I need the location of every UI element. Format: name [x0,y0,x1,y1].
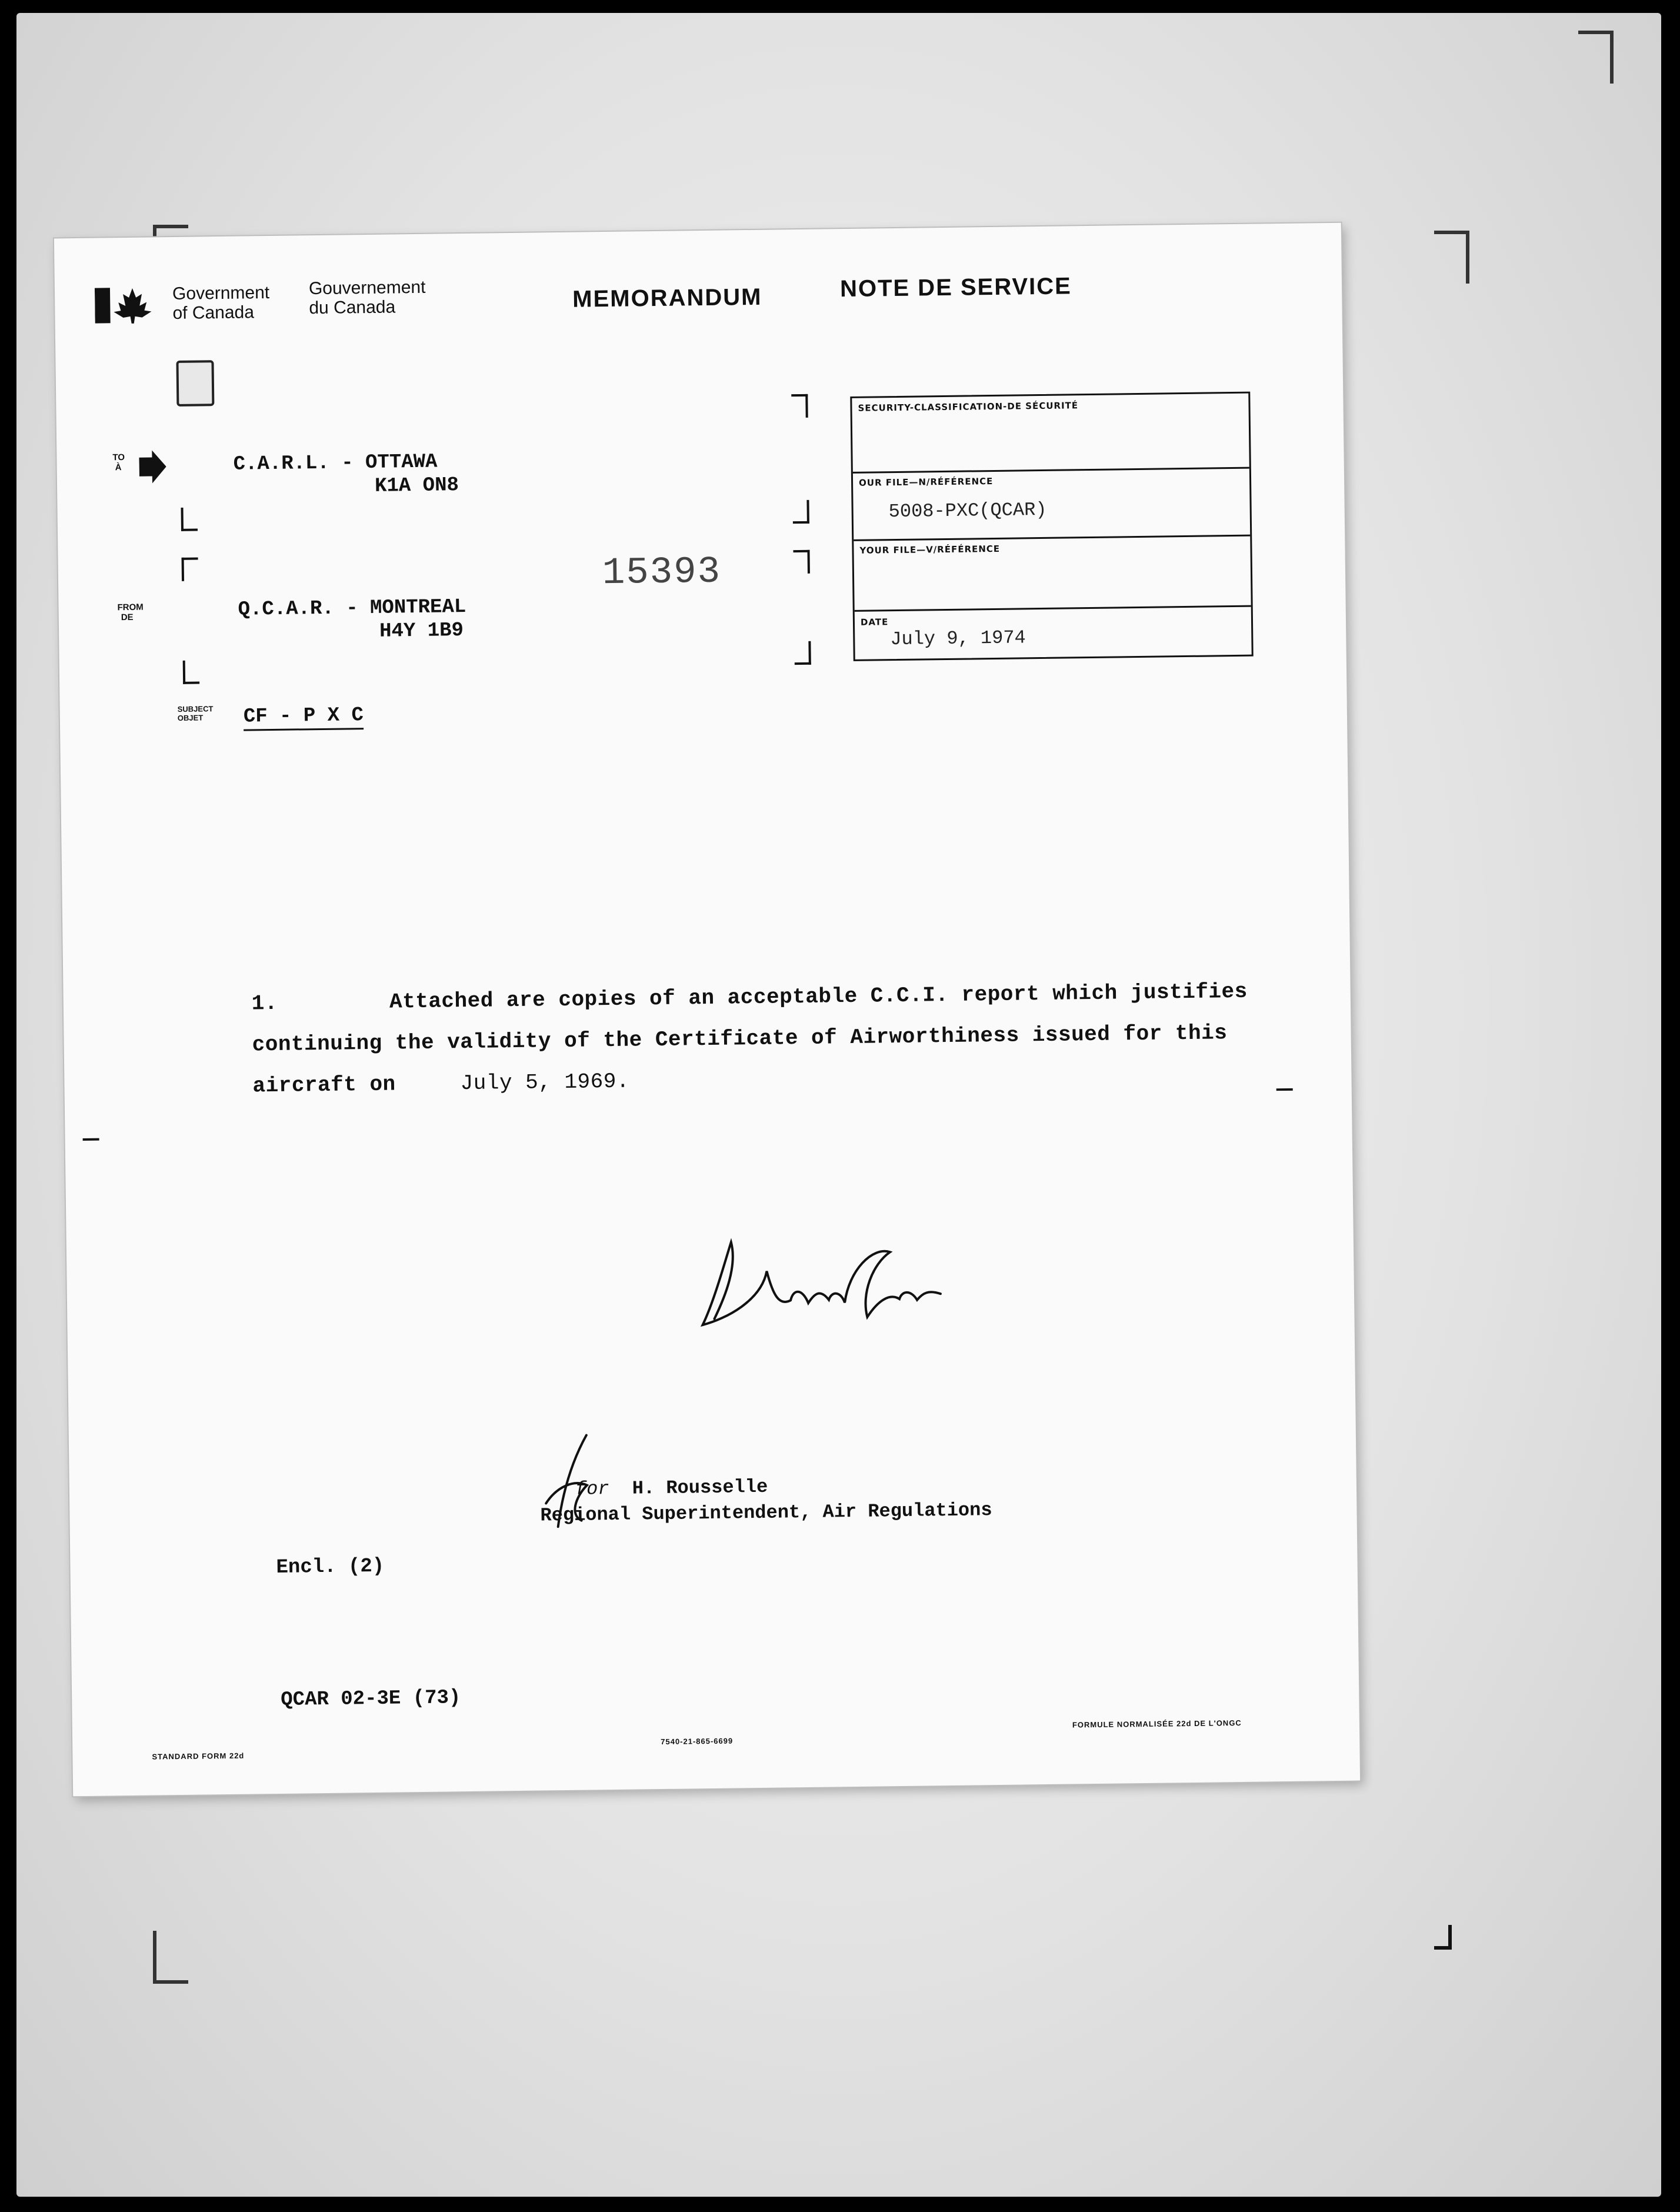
memo-body [251,971,1249,1107]
margin-tick [83,1138,99,1141]
to-label-fr: À [115,462,122,473]
margin-tick [1276,1088,1293,1091]
to-address-line2: K1A ON8 [374,474,459,498]
to-label [112,452,125,472]
footer-center: 7540-21-865-6699 [661,1736,734,1747]
crop-mark-bottom-left [153,1931,188,1984]
canada-flag-icon [95,284,160,326]
gov-fr-line1: Gouvernement [308,277,426,299]
our-file-label: OUR FILE—N/RÉFÉRENCE [858,475,994,488]
from-address-line2: H4Y 1B9 [379,619,464,643]
scanned-page [16,13,1661,2197]
ref-divider [855,605,1251,612]
government-fr [309,278,426,318]
gov-en-line1: Government [172,282,270,304]
subject-label-en: SUBJECT [177,704,214,714]
bracket [791,394,808,418]
to-address-line1: C.A.R.L. - OTTAWA [233,451,438,476]
memo-title-en: MEMORANDUM [572,284,762,312]
subject-label-fr: OBJET [177,713,204,722]
bracket [794,641,811,665]
subject-label [178,704,214,722]
form-code: QCAR 02-3E (73) [281,1687,461,1711]
ref-divider [854,535,1250,541]
reference-box [850,392,1253,661]
crop-mark-bottom-right [1434,1925,1452,1950]
enclosure-note: Encl. (2) [276,1555,385,1580]
bracket [182,558,198,581]
signature-block [540,1471,992,1528]
memo-title-fr: NOTE DE SERVICE [839,273,1072,302]
signatory-title: Regional Superintendent, Air Regulations [540,1499,992,1527]
our-file-value: 5008-PXC(QCAR) [888,498,1047,523]
government-en [172,283,270,323]
subject-value: CF - P X C [244,704,364,731]
date-value: July 9, 1974 [890,627,1026,651]
bracket [792,500,809,524]
from-label-en: FROM [117,602,144,613]
bracket [181,508,198,531]
body-text-line2: continuing the validity of the Certificate of Airworthiness issued for this [252,1021,1228,1057]
security-label: SECURITY-CLASSIFICATION-DE SÉCURITÉ [858,400,1079,414]
to-address [233,450,459,500]
date-label: DATE [860,617,889,628]
crop-mark-top-right-inner [1434,231,1469,284]
to-label-en: TO [112,452,125,463]
body-text-line1: Attached are copies of an acceptable C.C.I. report which justifies [389,979,1248,1014]
from-address-line1: Q.C.A.R. - MONTREAL [238,595,466,621]
stamp-number: 15393 [602,551,722,595]
footer-left: STANDARD FORM 22d [152,1751,245,1761]
footer-right: FORMULE NORMALISÉE 22d DE L'ONGC [1072,1718,1242,1730]
body-text-line3-prefix: aircraft on [252,1072,396,1098]
gov-en-line2: of Canada [172,302,255,324]
from-label-fr: DE [121,612,134,623]
bracket [793,550,809,574]
your-file-label: YOUR FILE—V/RÉFÉRENCE [859,543,1001,556]
paragraph-number: 1. [251,991,278,1016]
punch-hole-mark [176,360,214,407]
memorandum-sheet [54,223,1360,1797]
gov-fr-line2: du Canada [309,297,396,318]
handwritten-signature [690,1228,951,1354]
bracket [183,661,199,684]
crop-mark-top-right [1578,31,1614,84]
signed-for-prefix: for [575,1478,609,1500]
from-address [238,595,466,645]
ref-divider [853,467,1249,474]
arrow-right-icon [139,450,166,484]
inspection-date: July 5, 1969. [460,1069,630,1096]
signatory-name: H. Rousselle [632,1475,768,1500]
from-label [117,602,144,623]
